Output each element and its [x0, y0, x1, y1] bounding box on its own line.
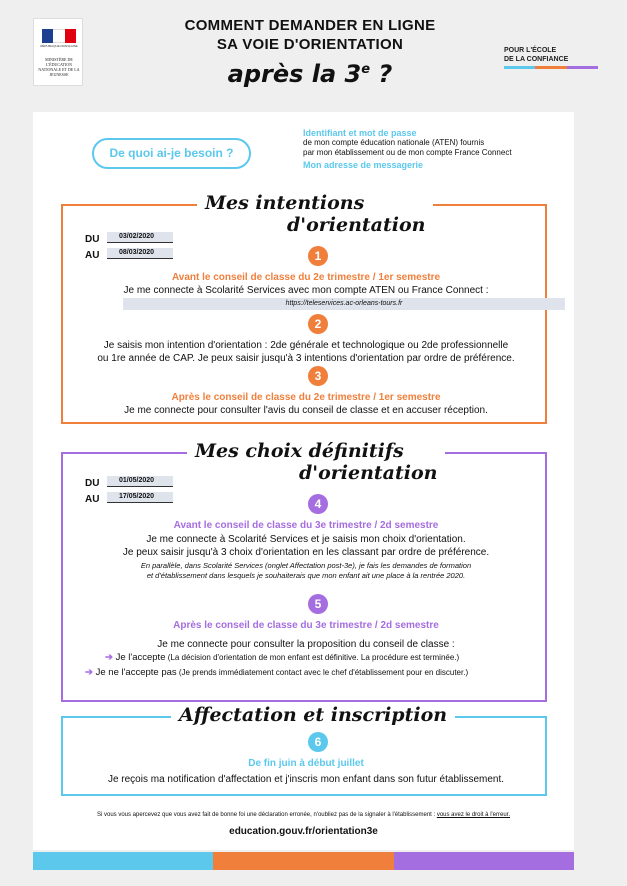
section-affectation-title: Affectation et inscription — [171, 704, 455, 726]
ministry-logo — [33, 18, 83, 86]
arrow-right-icon: ➔ — [105, 652, 113, 663]
date-from-value: 03/02/2020 — [107, 232, 173, 243]
step-6-title: De fin juin à début juillet — [248, 758, 364, 769]
section-affectation — [61, 704, 547, 796]
date-to-value: 17/05/2020 — [107, 492, 173, 503]
option-refuse: ➔ Je ne l'accepte pas (Je prends immédiatement contact avec le chef d'établissement pour en discuter.) — [85, 667, 469, 678]
step-3-text: Je me connecte pour consulter l'avis du conseil de classe et en accuser réception. — [124, 405, 488, 416]
date-to-label: AU — [85, 494, 100, 505]
step-4-badge: 4 — [308, 494, 328, 514]
page-title: COMMENT DEMANDER EN LIGNE SA VOIE D'ORIENTATION — [184, 17, 436, 53]
ecole-color-bar — [504, 66, 598, 69]
section-intentions — [61, 192, 547, 424]
section-choix-definitifs — [61, 440, 547, 702]
step-1-title: Avant le conseil de classe du 2e trimestre / 1er semestre — [171, 272, 441, 283]
logo-republic: RÉPUBLIQUE FRANÇAISE — [40, 44, 78, 48]
logo-ministry-name: MINISTÈRE DE L'ÉDUCATION NATIONALE ET DE LA JEUNESSE — [38, 57, 80, 77]
ecole-confiance-logo: POUR L'ÉCOLE DE LA CONFIANCE — [504, 47, 569, 63]
step-4-line2: Je peux saisir jusqu'à 3 choix d'orientation en les classant par ordre de préférence. — [122, 547, 490, 558]
step-2-badge: 2 — [308, 314, 328, 334]
french-flag-icon — [42, 29, 76, 43]
step-5-badge: 5 — [308, 594, 328, 614]
step-4-line1: Je me connecte à Scolarité Services et je saisis mon choix d'orientation. — [146, 534, 466, 545]
step-5-title: Après le conseil de classe du 3e trimestre / 2d semestre — [173, 620, 439, 631]
page-subtitle: après la 3e ? — [227, 60, 393, 88]
date-to-label: AU — [85, 250, 100, 261]
step-1-badge: 1 — [308, 246, 328, 266]
date-from-label: DU — [85, 478, 100, 489]
section-intentions-title: Mes intentions d'orientation — [197, 192, 433, 236]
option-accept: ➔ Je l'accepte (La décision d'orientation de mon enfant est définitive. La procédure est terminée.) — [105, 652, 460, 663]
date-to-value: 08/03/2020 — [107, 248, 173, 259]
date-from-value: 01/05/2020 — [107, 476, 173, 487]
footnote: Si vous vous apercevez que vous avez fait de bonne foi une déclaration erronée, n'oubliez pas de la signaler à l'établissement : vous avez le droit à l'erreur. — [96, 812, 511, 818]
step-2-line2: ou 1re année de CAP. Je peux saisir jusqu'à 3 intentions d'orientation par ordre de préférence. — [97, 353, 515, 364]
needs-list: Identifiant et mot de passe de mon compte éducation nationale (ATEN) fournis par mon établissement ou de mon compte France Connect Mon adresse de messagerie — [303, 128, 512, 170]
date-from-label: DU — [85, 234, 100, 245]
step-2-line1: Je saisis mon intention d'orientation : 2de générale et technologique ou 2de professionnelle — [103, 340, 509, 351]
arrow-right-icon: ➔ — [85, 667, 93, 678]
main-panel — [33, 112, 574, 850]
bottom-color-bar — [33, 852, 574, 870]
step-5-text: Je me connecte pour consulter la proposition du conseil de classe : — [157, 639, 455, 650]
step-3-title: Après le conseil de classe du 2e trimestre / 1er semestre — [171, 392, 441, 403]
step-6-text: Je reçois ma notification d'affectation et j'inscris mon enfant dans son futur établissement. — [107, 774, 505, 785]
step-3-badge: 3 — [308, 366, 328, 386]
step-4-note1: En parallèle, dans Scolarité Services (onglet Affectation post-3e), je fais les demandes de formation — [140, 561, 472, 570]
step-1-text: Je me connecte à Scolarité Services avec mon compte ATEN ou France Connect : — [123, 285, 489, 296]
step-4-note2: et d'établissement dans lesquels je souhaiterais que mon enfant ait une place à la rentrée 2020. — [146, 571, 466, 580]
step-6-badge: 6 — [308, 732, 328, 752]
website-link[interactable]: education.gouv.fr/orientation3e — [229, 826, 378, 837]
teleservices-link[interactable]: https://teleservices.ac-orleans-tours.fr — [123, 298, 565, 310]
step-4-title: Avant le conseil de classe du 3e trimestre / 2d semestre — [173, 520, 439, 531]
section-choix-title: Mes choix définitifs d'orientation — [187, 440, 445, 484]
needs-button[interactable]: De quoi ai-je besoin ? — [92, 138, 251, 169]
